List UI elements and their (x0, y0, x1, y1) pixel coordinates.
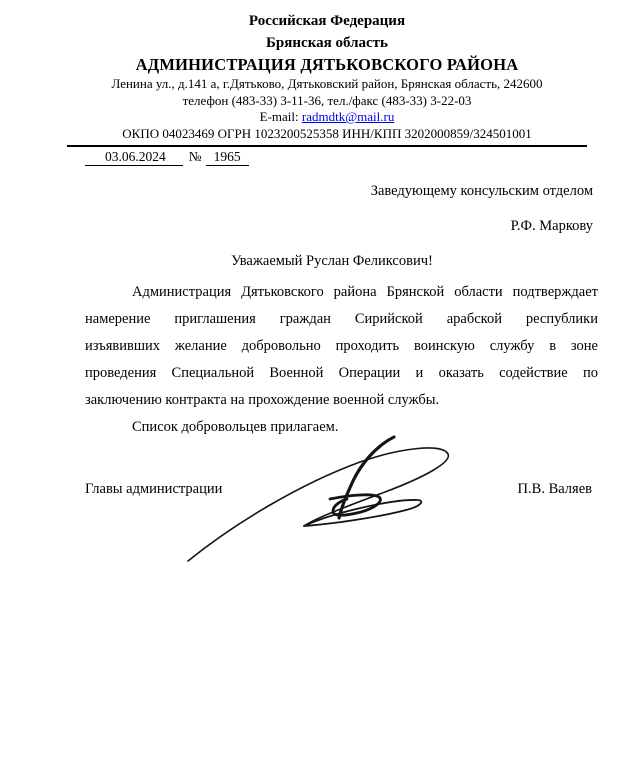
recipient-block (371, 183, 593, 235)
letterhead-phone: телефон (483-33) 3-11-36, тел./факс (483-33) 3-22-03 (182, 92, 472, 108)
recipient-title: Заведующему консульским отделом (370, 183, 593, 199)
body-line: изъявивших желание добровольно проходить воинскую службу в зоне (85, 338, 598, 354)
email-link[interactable]: radmdtk@mail.ru (301, 109, 395, 124)
body-line: проведения Специальной Военной Операции и оказать содействие по (85, 365, 598, 381)
body-line: намерение приглашения граждан Сирийской арабской республики (85, 311, 598, 327)
letterhead-address: Ленина ул., д.141 а, г.Дятьково, Дятьковский район, Брянская область, 242600 (111, 76, 543, 91)
body-line: Администрация Дятьковского района Брянской области подтверждает (132, 284, 598, 300)
signer-position: Главы администрации (85, 481, 223, 497)
letterhead-organization: АДМИНИСТРАЦИЯ ДЯТЬКОВСКОГО РАЙОНА (135, 55, 519, 74)
signature-row (85, 481, 592, 498)
letterhead (67, 10, 587, 147)
signer-name: П.В. Валяев (517, 481, 592, 497)
letter-date: 03.06.2024 (85, 148, 183, 166)
letterhead-email-line (67, 109, 587, 126)
recipient-name: Р.Ф. Маркову (510, 218, 593, 234)
body-line: заключению контракта на прохождение военной службы. (85, 392, 440, 408)
letter-number: 1965 (206, 148, 249, 166)
letterhead-region: Брянская область (266, 35, 388, 51)
body-paragraph-2: Список добровольцев прилагаем. (132, 419, 339, 435)
letterhead-registry: ОКПО 04023469 ОГРН 1023200525358 ИНН/КПП 3202000859/324501001 (122, 125, 532, 141)
letter-body (85, 279, 598, 441)
number-sign: № (188, 149, 202, 164)
letterhead-country: Российская Федерация (248, 13, 406, 29)
email-label: E-mail: (259, 109, 302, 124)
reference-line (85, 148, 249, 166)
salutation: Уважаемый Руслан Феликсович! (231, 253, 433, 269)
